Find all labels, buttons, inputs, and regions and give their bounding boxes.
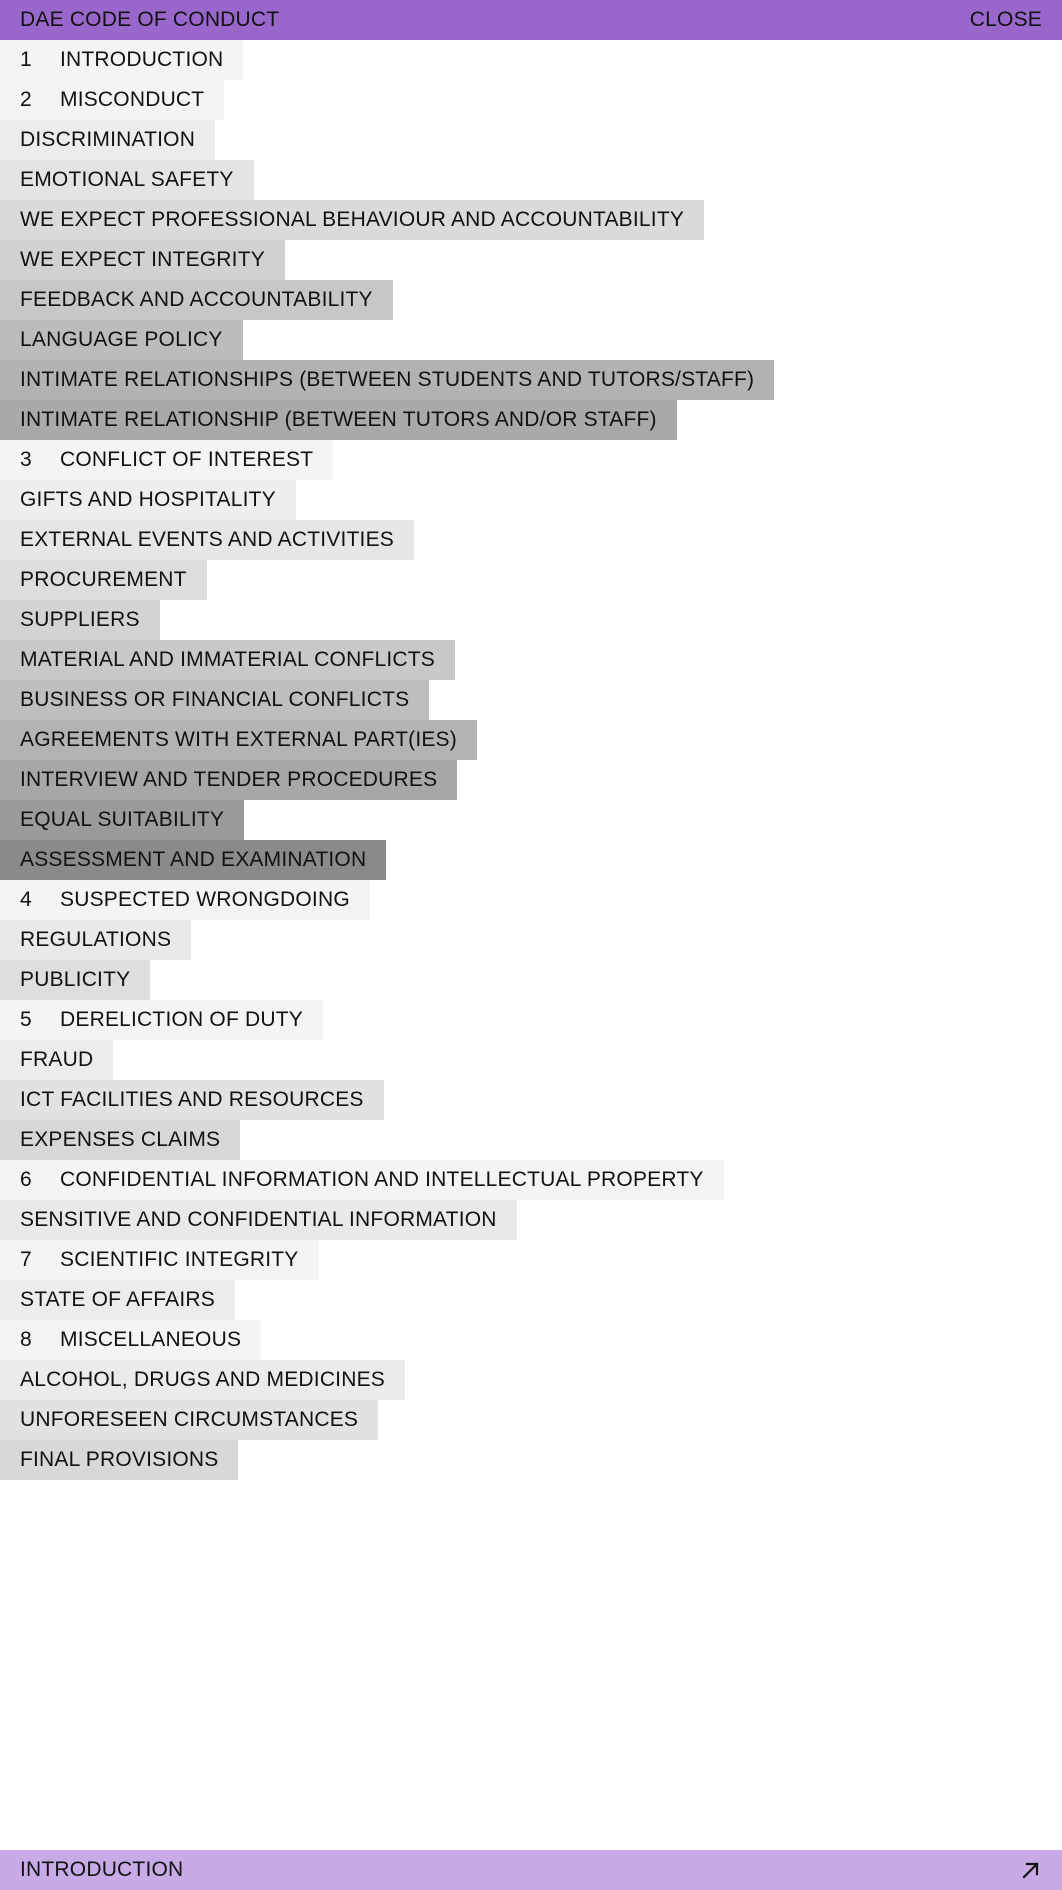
toc-item-label: SENSITIVE AND CONFIDENTIAL INFORMATION [20, 1208, 497, 1231]
toc-section-item[interactable] [0, 440, 333, 480]
toc-item-label: CONFLICT OF INTEREST [60, 448, 314, 471]
toc-item-label: DERELICTION OF DUTY [60, 1008, 303, 1031]
toc-subsection-item[interactable] [0, 640, 455, 680]
close-button[interactable]: CLOSE [969, 8, 1042, 31]
toc-item-label: WE EXPECT INTEGRITY [20, 248, 265, 271]
toc-subsection-item[interactable] [0, 960, 150, 1000]
toc-subsection-item[interactable] [0, 480, 296, 520]
section-number: 2 [20, 88, 32, 111]
toc-item-label: INTERVIEW AND TENDER PROCEDURES [20, 768, 438, 791]
page-title: DAE CODE OF CONDUCT [20, 8, 280, 31]
toc-item-label: EXPENSES CLAIMS [20, 1128, 221, 1151]
toc-section-item[interactable] [0, 40, 243, 80]
toc-subsection-item[interactable] [0, 1360, 405, 1400]
toc-item-label: REGULATIONS [20, 928, 172, 951]
toc-item-label: MISCONDUCT [60, 88, 205, 111]
toc-subsection-item[interactable] [0, 280, 393, 320]
toc-item-label: ALCOHOL, DRUGS AND MEDICINES [20, 1368, 385, 1391]
toc-item-label: CONFIDENTIAL INFORMATION AND INTELLECTUAL PROPERTY [60, 1168, 704, 1191]
top-bar [0, 0, 1062, 40]
arrow-up-right-icon[interactable] [1020, 1859, 1042, 1881]
toc-item-label: DISCRIMINATION [20, 128, 196, 151]
section-number: 5 [20, 1008, 32, 1031]
current-section-bar[interactable] [0, 1850, 1062, 1890]
toc-item-label: FEEDBACK AND ACCOUNTABILITY [20, 288, 373, 311]
toc-subsection-item[interactable] [0, 1280, 235, 1320]
toc-section-item[interactable] [0, 1160, 724, 1200]
current-section-label: INTRODUCTION [20, 1858, 184, 1881]
toc-item-label: SUSPECTED WRONGDOING [60, 888, 350, 911]
toc-subsection-item[interactable] [0, 1080, 384, 1120]
table-of-contents [0, 40, 1062, 1480]
toc-item-label: EXTERNAL EVENTS AND ACTIVITIES [20, 528, 394, 551]
toc-section-item[interactable] [0, 880, 370, 920]
section-number: 3 [20, 448, 32, 471]
toc-subsection-item[interactable] [0, 760, 457, 800]
toc-item-label: SCIENTIFIC INTEGRITY [60, 1248, 299, 1271]
toc-subsection-item[interactable] [0, 720, 477, 760]
section-number: 1 [20, 48, 32, 71]
toc-item-label: EQUAL SUITABILITY [20, 808, 225, 831]
toc-subsection-item[interactable] [0, 560, 207, 600]
toc-subsection-item[interactable] [0, 1440, 238, 1480]
toc-subsection-item[interactable] [0, 1200, 517, 1240]
toc-item-label: LANGUAGE POLICY [20, 328, 223, 351]
toc-subsection-item[interactable] [0, 1040, 113, 1080]
toc-item-label: WE EXPECT PROFESSIONAL BEHAVIOUR AND ACCOUNTABILITY [20, 208, 685, 231]
toc-subsection-item[interactable] [0, 920, 191, 960]
toc-item-label: ASSESSMENT AND EXAMINATION [20, 848, 367, 871]
toc-subsection-item[interactable] [0, 320, 243, 360]
toc-section-item[interactable] [0, 1320, 261, 1360]
toc-subsection-item[interactable] [0, 840, 386, 880]
toc-subsection-item[interactable] [0, 520, 414, 560]
toc-item-label: STATE OF AFFAIRS [20, 1288, 215, 1311]
toc-item-label: BUSINESS OR FINANCIAL CONFLICTS [20, 688, 410, 711]
section-number: 6 [20, 1168, 32, 1191]
section-number: 7 [20, 1248, 32, 1271]
toc-subsection-item[interactable] [0, 160, 254, 200]
toc-section-item[interactable] [0, 1240, 319, 1280]
toc-subsection-item[interactable] [0, 1120, 240, 1160]
toc-item-label: FRAUD [20, 1048, 94, 1071]
toc-item-label: ICT FACILITIES AND RESOURCES [20, 1088, 364, 1111]
toc-item-label: PUBLICITY [20, 968, 131, 991]
toc-subsection-item[interactable] [0, 1400, 378, 1440]
toc-item-label: FINAL PROVISIONS [20, 1448, 219, 1471]
toc-subsection-item[interactable] [0, 400, 677, 440]
toc-subsection-item[interactable] [0, 800, 244, 840]
section-number: 8 [20, 1328, 32, 1351]
toc-item-label: SUPPLIERS [20, 608, 140, 631]
toc-item-label: INTIMATE RELATIONSHIP (BETWEEN TUTORS AND/OR STAFF) [20, 408, 657, 431]
toc-item-label: MISCELLANEOUS [60, 1328, 242, 1351]
toc-subsection-item[interactable] [0, 200, 704, 240]
toc-subsection-item[interactable] [0, 600, 160, 640]
toc-section-item[interactable] [0, 1000, 323, 1040]
toc-item-label: UNFORESEEN CIRCUMSTANCES [20, 1408, 359, 1431]
toc-section-item[interactable] [0, 80, 224, 120]
toc-item-label: EMOTIONAL SAFETY [20, 168, 234, 191]
toc-subsection-item[interactable] [0, 240, 285, 280]
toc-item-label: INTRODUCTION [60, 48, 224, 71]
toc-subsection-item[interactable] [0, 680, 429, 720]
toc-item-label: INTIMATE RELATIONSHIPS (BETWEEN STUDENTS AND TUTORS/STAFF) [20, 368, 755, 391]
toc-item-label: AGREEMENTS WITH EXTERNAL PART(IES) [20, 728, 457, 751]
toc-item-label: GIFTS AND HOSPITALITY [20, 488, 276, 511]
toc-subsection-item[interactable] [0, 360, 774, 400]
section-number: 4 [20, 888, 32, 911]
toc-item-label: MATERIAL AND IMMATERIAL CONFLICTS [20, 648, 435, 671]
toc-item-label: PROCUREMENT [20, 568, 187, 591]
toc-subsection-item[interactable] [0, 120, 215, 160]
